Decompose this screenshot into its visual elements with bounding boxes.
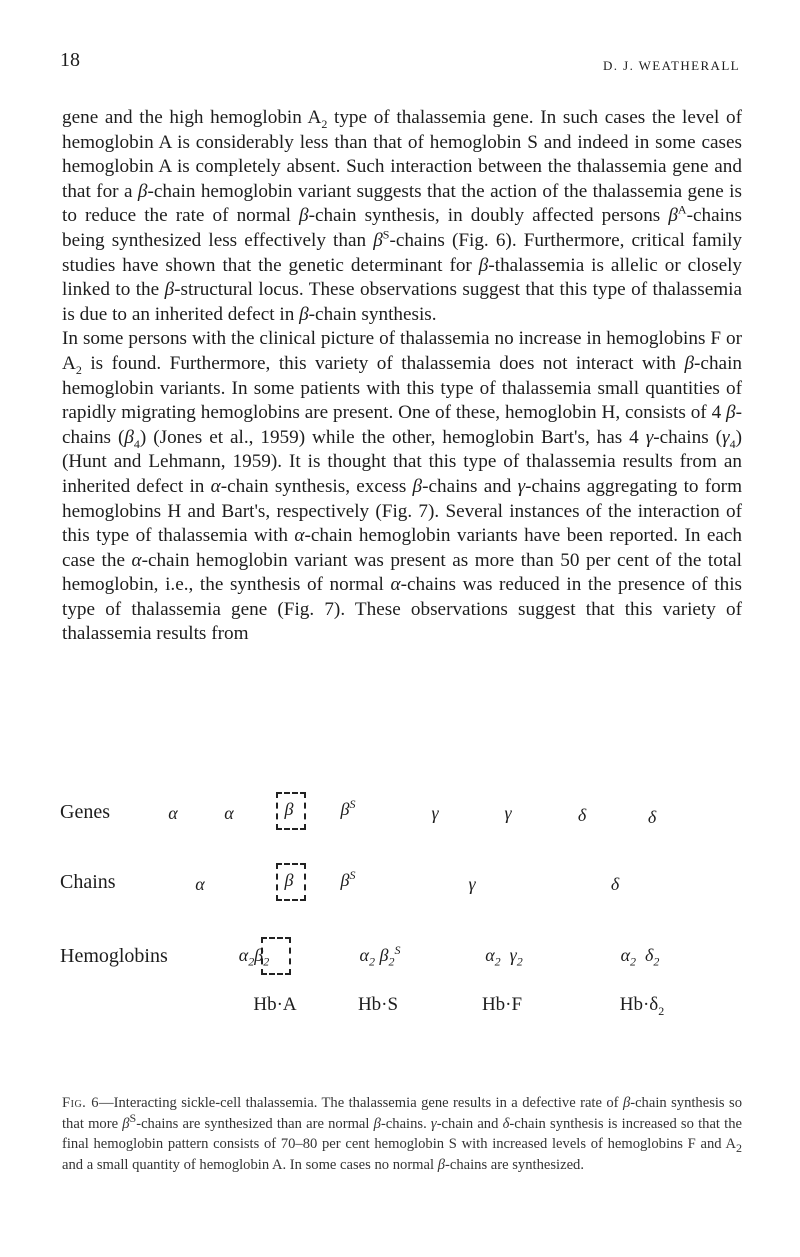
hb-a2-chains: $\alpha_2$ $\delta_2$ — [620, 945, 660, 969]
figure-label: Fig. 6 — [62, 1095, 100, 1111]
hb-a2-label: $Hb\cdot\delta_2$ — [619, 994, 665, 1018]
chain-beta-s: $\beta^S$ — [340, 868, 356, 890]
hb-a-chains: $\alpha_2\beta_2$ — [238, 945, 270, 969]
row-label-genes: Genes — [60, 801, 110, 823]
hb-a-label: Hb·A — [253, 994, 297, 1015]
paragraph-2: In some persons with the clinical picture of thalassemia no increase in hemoglobins F or $A_2$ is found. Furthermore, this variety of thalassemia does not interact with β-chain hemoglobin variants. In some patients with this type of thalassemia small quantities of rapidly migrating hemoglobins are present. One of these, hemoglobin H, consists of 4 β-chains $(\beta_4)$ (Jones et al., 1959) while the other, hemoglobin Bart's, has 4 γ-chains $(\gamma_4)$ (Hunt and Lehmann, 1959). It is thought that this type of thalassemia results from an inherited defect in α-chain synthesis, excess β-chains and γ-chains aggregating to form hemoglobins H and Bart's, respectively (Fig. 7). Several instances of the interaction of this type of thalassemia with α-chain hemoglobin variants have been reported. In each case the α-chain hemoglobin variant was present as more than 50 per cent of the total hemoglobin, i.e., the synthesis of normal α-chains was reduced in the presence of this type of thalassemia gene (Fig. 7). These observations suggest that this variety of thalassemia results from — [62, 328, 742, 645]
gene-alpha-2: α — [224, 803, 234, 823]
gene-beta: β — [284, 799, 294, 819]
hb-s-label: Hb·S — [357, 994, 399, 1015]
gene-alpha-1: α — [168, 803, 178, 823]
gene-gamma-2: γ — [504, 803, 512, 823]
chain-beta: β — [284, 870, 294, 890]
paragraph-1: gene and the high hemoglobin $A_2$ type of thalassemia gene. In such cases the level of hemoglobin A is considerably less than that of hemoglobin S and indeed in some cases hemoglobin A is completely absent. Such interaction between the thalassemia gene and that for a β-chain hemoglobin variant suggests that the action of the thalassemia gene is to reduce the rate of normal β-chain synthesis, in doubly affected persons $\beta^A$-chains being synthesized less effectively than $\beta^S$-chains (Fig. 6). Furthermore, critical family studies have shown that the genetic determinant for β-thalassemia is allelic or closely linked to the β-structural locus. These observations suggest that this type of thalassemia is due to an inherited defect in β-chain synthesis. — [62, 107, 743, 325]
chain-delta: δ — [610, 874, 620, 894]
gene-delta-2: δ — [647, 807, 657, 827]
row-label-hemoglobins: Hemoglobins — [60, 945, 168, 967]
chain-alpha: α — [195, 874, 205, 894]
hb-f-label: Hb·F — [481, 994, 523, 1015]
hb-s-chains: $\alpha_2$ $\beta_2^S$ — [359, 943, 401, 969]
row-label-chains: Chains — [60, 871, 116, 893]
gene-beta-s: $\beta^S$ — [340, 797, 356, 819]
figure-caption: Fig. 6—Interacting sickle-cell thalassemia. The thalassemia gene results in a defective rate of β-chain synthesis so that more $\beta^S$-chains are synthesized than are normal β-chains. γ-chain and δ-chain synthesis is increased so that the final hemoglobin pattern consists of 70–80 per cent hemoglobin S with increased levels of hemoglobins F and $A_2$ and a small quantity of hemoglobin A. In some cases no normal β-chains are synthesized. — [62, 1095, 742, 1173]
figure-6-diagram — [60, 790, 750, 1070]
hb-f-chains: $\alpha_2$ $\gamma_2$ — [485, 945, 523, 969]
running-head: D. J. WEATHERALL — [603, 58, 740, 73]
body-text — [62, 106, 742, 647]
page-number: 18 — [60, 49, 80, 71]
gene-delta-1: δ — [577, 805, 587, 825]
chain-gamma: γ — [468, 874, 476, 894]
gene-gamma-1: γ — [431, 803, 439, 823]
